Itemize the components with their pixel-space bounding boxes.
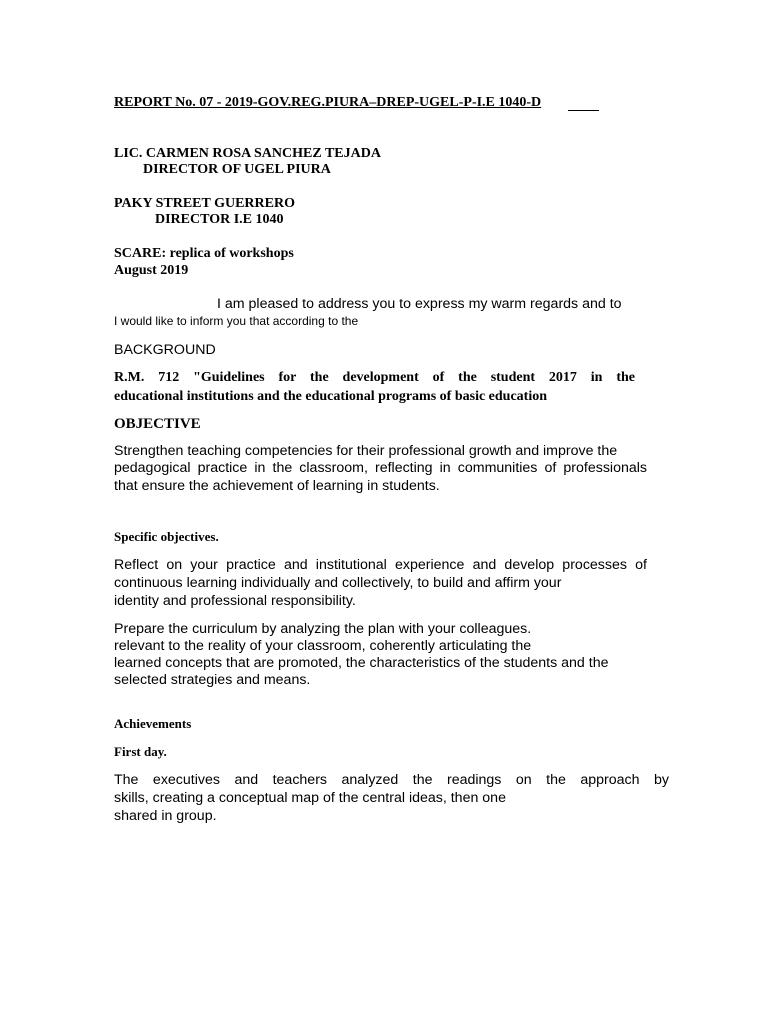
- specific-p1-line-3: identity and professional responsibility.: [114, 593, 356, 609]
- objective-line-1: Strengthen teaching competencies for their professional growth and improve the: [114, 443, 618, 459]
- sender-name: PAKY STREET GUERRERO: [114, 196, 295, 211]
- first-day-line-3: shared in group.: [114, 808, 217, 824]
- background-line-2: educational institutions and the educational programs of basic education: [114, 389, 548, 404]
- objective-heading: OBJECTIVE: [114, 416, 201, 432]
- specific-p1-line-2: continuous learning individually and collectively, to build and affirm your: [114, 575, 562, 591]
- sender-title: DIRECTOR I.E 1040: [155, 212, 284, 227]
- recipient-title: DIRECTOR OF UGEL PIURA: [143, 162, 331, 177]
- intro-line-1: I am pleased to address you to express my warm regards and to: [217, 296, 622, 312]
- specific-p2-line-1: Prepare the curriculum by analyzing the plan with your colleagues.: [114, 621, 532, 637]
- first-day-line-2: skills, creating a conceptual map of the central ideas, then one: [114, 790, 506, 806]
- report-date: August 2019: [114, 263, 189, 278]
- first-day-heading: First day.: [114, 744, 167, 759]
- background-heading: BACKGROUND: [114, 342, 216, 358]
- recipient-name: LIC. CARMEN ROSA SANCHEZ TEJADA: [114, 146, 381, 161]
- objective-line-2: pedagogical practice in the classroom, reflecting in communities of professionals: [114, 460, 647, 476]
- specific-p2-line-3: learned concepts that are promoted, the characteristics of the students and the: [114, 655, 609, 671]
- background-line-1: R.M. 712 "Guidelines for the development of the student 2017 in the: [114, 370, 635, 385]
- subject-line: SCARE: replica of workshops: [114, 246, 294, 261]
- report-title: REPORT No. 07 - 2019-GOV.REG.PIURA–DREP-UGEL-P-I.E 1040-D: [114, 95, 542, 110]
- specific-p2-line-4: selected strategies and means.: [114, 672, 311, 688]
- specific-p2-line-2: relevant to the reality of your classroom, coherently articulating the: [114, 638, 532, 654]
- achievements-heading: Achievements: [114, 716, 192, 731]
- intro-line-2: I would like to inform you that according to the: [114, 314, 359, 328]
- title-underline-tail: [568, 95, 599, 111]
- specific-p1-line-1: Reflect on your practice and institutional experience and develop processes of: [114, 557, 647, 573]
- objective-line-3: that ensure the achievement of learning in students.: [114, 478, 440, 494]
- specific-objectives-heading: Specific objectives.: [114, 529, 219, 544]
- first-day-line-1: The executives and teachers analyzed the readings on the approach by: [114, 772, 669, 788]
